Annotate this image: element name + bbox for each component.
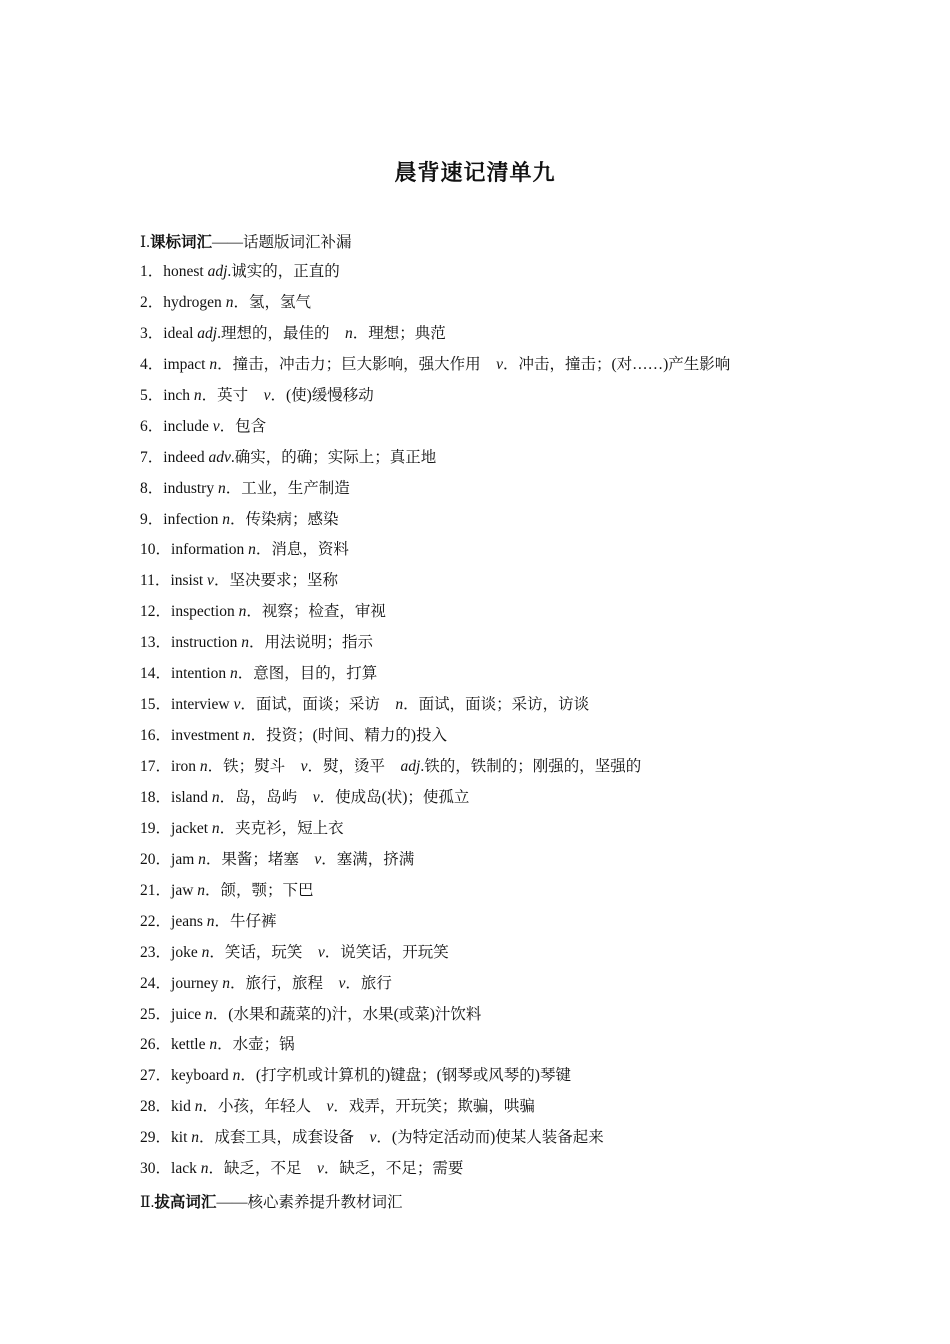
entry-word: investment (171, 727, 243, 745)
entry-word: hydrogen (163, 293, 226, 311)
definition: ．氢，氢气 (233, 293, 311, 311)
entry-number: 2． (140, 293, 164, 311)
page-title: 晨背速记清单九 (394, 161, 556, 186)
part-of-speech: n (395, 696, 404, 714)
part-of-speech: v (316, 1160, 324, 1178)
entry-number: 6． (140, 417, 164, 435)
definition: ．冲击，撞击；(对……)产生影响 (502, 355, 731, 373)
entry-number: 17． (140, 758, 172, 775)
vocab-entry (140, 1034, 900, 1065)
part-of-speech: n (194, 1098, 203, 1116)
section-heading-2 (140, 1190, 402, 1212)
definition: ．颌，颚；下巴 (205, 881, 314, 899)
definition: ．(为特定活动而)使某人装备起来 (376, 1129, 604, 1147)
part-of-speech: v (317, 943, 325, 961)
definition: ．说笑话，开玩笑 (324, 943, 449, 961)
definition: ．使成岛(状)；使孤立 (319, 788, 470, 806)
entry-word: indeed (163, 448, 209, 466)
definition: ．牛仔裤 (214, 912, 277, 930)
part-of-speech: n (222, 974, 230, 992)
definition: ．面试，面谈；采访，访谈 (403, 696, 590, 714)
definition: .诚实的，正直的 (227, 263, 340, 280)
vocab-entry (140, 601, 900, 632)
part-of-speech: v (314, 850, 322, 868)
entry-word: intention (171, 665, 230, 683)
definition: ．坚决要求；坚称 (213, 572, 338, 590)
entry-word: inspection (171, 603, 239, 621)
entry-word: information (171, 541, 249, 559)
part-of-speech: adj (197, 324, 218, 342)
part-of-speech: adj (400, 758, 421, 775)
section-category: 拔高词汇 (154, 1194, 217, 1211)
entry-number: 14． (140, 665, 172, 683)
entry-number: 16． (140, 727, 172, 745)
part-of-speech: v (338, 974, 346, 992)
entry-number: 11． (140, 572, 171, 590)
entry-word: insist (170, 572, 208, 590)
definition: .确实，的确；实际上；真正地 (230, 448, 437, 466)
part-of-speech: adv (208, 448, 231, 466)
vocab-entry (140, 849, 900, 880)
part-of-speech: v (496, 355, 503, 373)
entry-number: 9． (140, 510, 164, 528)
section-subtitle: ——话题版词汇补漏 (212, 234, 352, 251)
entry-word: jaw (171, 881, 198, 899)
vocab-entry (140, 385, 900, 416)
entry-number: 1． (140, 263, 164, 280)
definition: .铁的，铁制的；刚强的，坚强的 (420, 758, 642, 775)
definition: ．缺乏，不足；需要 (323, 1160, 464, 1178)
entry-number: 12． (140, 603, 172, 621)
entry-word: industry (163, 479, 218, 497)
part-of-speech: n (191, 1129, 200, 1147)
definition: ．岛，岛屿 (219, 788, 313, 806)
part-of-speech: n (217, 479, 226, 497)
part-of-speech: v (263, 386, 271, 404)
definition: ．旅行，旅程 (230, 974, 339, 992)
part-of-speech: n (238, 603, 247, 621)
entry-word: journey (171, 974, 223, 992)
definition: ．果酱；堵塞 (205, 850, 315, 868)
vocab-entry (140, 1065, 900, 1096)
vocabulary-list (140, 261, 900, 1189)
vocab-entry (140, 354, 900, 385)
part-of-speech: n (193, 386, 202, 404)
section-numeral: Ⅱ. (140, 1194, 155, 1211)
entry-number: 30． (140, 1160, 172, 1178)
entry-word: inch (163, 386, 194, 404)
entry-word: lack (171, 1160, 201, 1178)
entry-word: iron (171, 758, 200, 775)
entry-number: 4． (140, 355, 164, 373)
entry-word: island (171, 788, 212, 806)
part-of-speech: adj (207, 263, 228, 280)
vocab-entry (140, 942, 900, 973)
vocab-entry (140, 478, 900, 509)
definition: ．(水果和蔬菜的)汁，水果(或菜)汁饮料 (212, 1005, 482, 1023)
definition: ．小孩，年轻人 (202, 1098, 327, 1116)
entry-number: 25． (140, 1005, 172, 1023)
entry-word: keyboard (171, 1067, 233, 1085)
part-of-speech: n (248, 541, 256, 559)
entry-word: jam (171, 850, 199, 868)
definition: ．工业，生产制造 (225, 479, 350, 497)
entry-number: 3． (140, 324, 164, 342)
entry-number: 7． (140, 448, 164, 466)
part-of-speech: n (211, 819, 220, 837)
definition: ．用法说明；指示 (248, 634, 373, 652)
part-of-speech: v (326, 1098, 334, 1116)
entry-number: 8． (140, 479, 164, 497)
entry-word: instruction (171, 634, 242, 652)
part-of-speech: n (230, 665, 238, 683)
definition: ．传染病；感染 (229, 510, 339, 528)
part-of-speech: v (300, 758, 308, 775)
part-of-speech: n (242, 727, 251, 745)
vocab-entry (140, 539, 900, 570)
entry-number: 15． (140, 696, 172, 714)
definition: .理想的，最佳的 (217, 324, 345, 342)
definition: ．视察；检查，审视 (246, 603, 386, 621)
definition: ．意图，目的，打算 (237, 665, 378, 683)
vocab-entry (140, 416, 900, 447)
entry-word: impact (163, 355, 210, 373)
vocab-entry (140, 570, 900, 601)
vocab-entry (140, 292, 900, 323)
entry-word: juice (171, 1005, 206, 1023)
definition: ．熨，烫平 (307, 758, 401, 775)
vocab-entry (140, 973, 900, 1004)
part-of-speech: n (344, 324, 353, 342)
definition: ．旅行 (345, 974, 392, 992)
part-of-speech: n (197, 881, 206, 899)
vocab-entry (140, 663, 900, 694)
entry-word: jeans (171, 912, 207, 930)
entry-number: 5． (140, 386, 164, 404)
vocab-entry (140, 787, 900, 818)
part-of-speech: n (199, 758, 208, 775)
section-category: 课标词汇 (150, 234, 213, 251)
vocab-entry (140, 632, 900, 663)
entry-word: include (163, 417, 213, 435)
entry-number: 24． (140, 974, 172, 992)
entry-number: 22． (140, 912, 172, 930)
entry-word: interview (171, 696, 234, 714)
entry-word: kid (171, 1098, 195, 1116)
definition: ．英寸 (201, 386, 264, 404)
vocab-entry (140, 911, 900, 942)
definition: ．水壶；锅 (217, 1036, 295, 1054)
section-numeral: Ⅰ. (140, 234, 150, 251)
definition: ．戏弄，开玩笑；欺骗，哄骗 (333, 1098, 535, 1116)
entry-number: 20． (140, 850, 172, 868)
vocab-entry (140, 1127, 900, 1158)
definition: ．投资；(时间、精力的)投入 (250, 727, 447, 745)
part-of-speech: n (201, 943, 210, 961)
definition: ．(打字机或计算机的)键盘；(钢琴或风琴的)琴键 (240, 1067, 571, 1085)
vocab-entry (140, 1158, 900, 1189)
entry-number: 13． (140, 634, 172, 652)
definition: ．铁；熨斗 (207, 758, 301, 775)
section-heading-1 (140, 230, 352, 252)
entry-number: 18． (140, 788, 172, 806)
definition: ．包含 (219, 417, 267, 435)
vocab-entry (140, 818, 900, 849)
part-of-speech: n (206, 912, 215, 930)
definition: ．理想；典范 (352, 324, 446, 342)
entry-number: 26． (140, 1036, 172, 1054)
definition: ．(使)缓慢移动 (270, 386, 374, 404)
part-of-speech: v (233, 696, 241, 714)
part-of-speech: n (232, 1067, 241, 1085)
vocab-entry (140, 323, 900, 354)
part-of-speech: n (222, 510, 230, 528)
part-of-speech: n (200, 1160, 209, 1178)
vocab-entry (140, 509, 900, 540)
entry-number: 23． (140, 943, 172, 961)
entry-word: jacket (171, 819, 212, 837)
definition: ．成套工具，成套设备 (199, 1129, 370, 1147)
vocab-entry (140, 261, 900, 292)
vocab-entry (140, 694, 900, 725)
entry-word: honest (163, 263, 208, 280)
entry-word: kit (171, 1129, 192, 1147)
entry-number: 10． (140, 541, 172, 559)
vocab-entry (140, 756, 900, 787)
vocab-entry (140, 1096, 900, 1127)
section-subtitle: ——核心素养提升教材词汇 (216, 1194, 403, 1211)
entry-word: ideal (163, 324, 198, 342)
part-of-speech: n (209, 355, 218, 373)
entry-word: kettle (171, 1036, 210, 1054)
definition: ．塞满，挤满 (321, 850, 415, 868)
entry-number: 21． (140, 881, 172, 899)
entry-number: 29． (140, 1129, 172, 1147)
definition: ．夹克衫，短上衣 (219, 819, 344, 837)
definition: ．消息，资料 (255, 541, 349, 559)
part-of-speech: v (369, 1129, 377, 1147)
entry-word: infection (163, 510, 223, 528)
vocab-entry (140, 1004, 900, 1035)
definition: ．笑话，玩笑 (209, 943, 318, 961)
vocab-entry (140, 725, 900, 756)
part-of-speech: n (205, 1005, 213, 1023)
entry-word: joke (171, 943, 202, 961)
part-of-speech: n (209, 1036, 218, 1054)
part-of-speech: n (211, 788, 220, 806)
part-of-speech: v (207, 572, 214, 590)
definition: ．面试，面谈；采访 (240, 696, 396, 714)
entry-number: 27． (140, 1067, 172, 1085)
part-of-speech: n (198, 850, 206, 868)
part-of-speech: v (212, 417, 220, 435)
entry-number: 28． (140, 1098, 172, 1116)
vocab-entry (140, 447, 900, 478)
entry-number: 19． (140, 819, 172, 837)
part-of-speech: n (241, 634, 249, 652)
part-of-speech: v (312, 788, 320, 806)
definition: ．缺乏，不足 (208, 1160, 317, 1178)
part-of-speech: n (225, 293, 234, 311)
definition: ．撞击，冲击力；巨大影响，强大作用 (217, 355, 497, 373)
vocab-entry (140, 880, 900, 911)
